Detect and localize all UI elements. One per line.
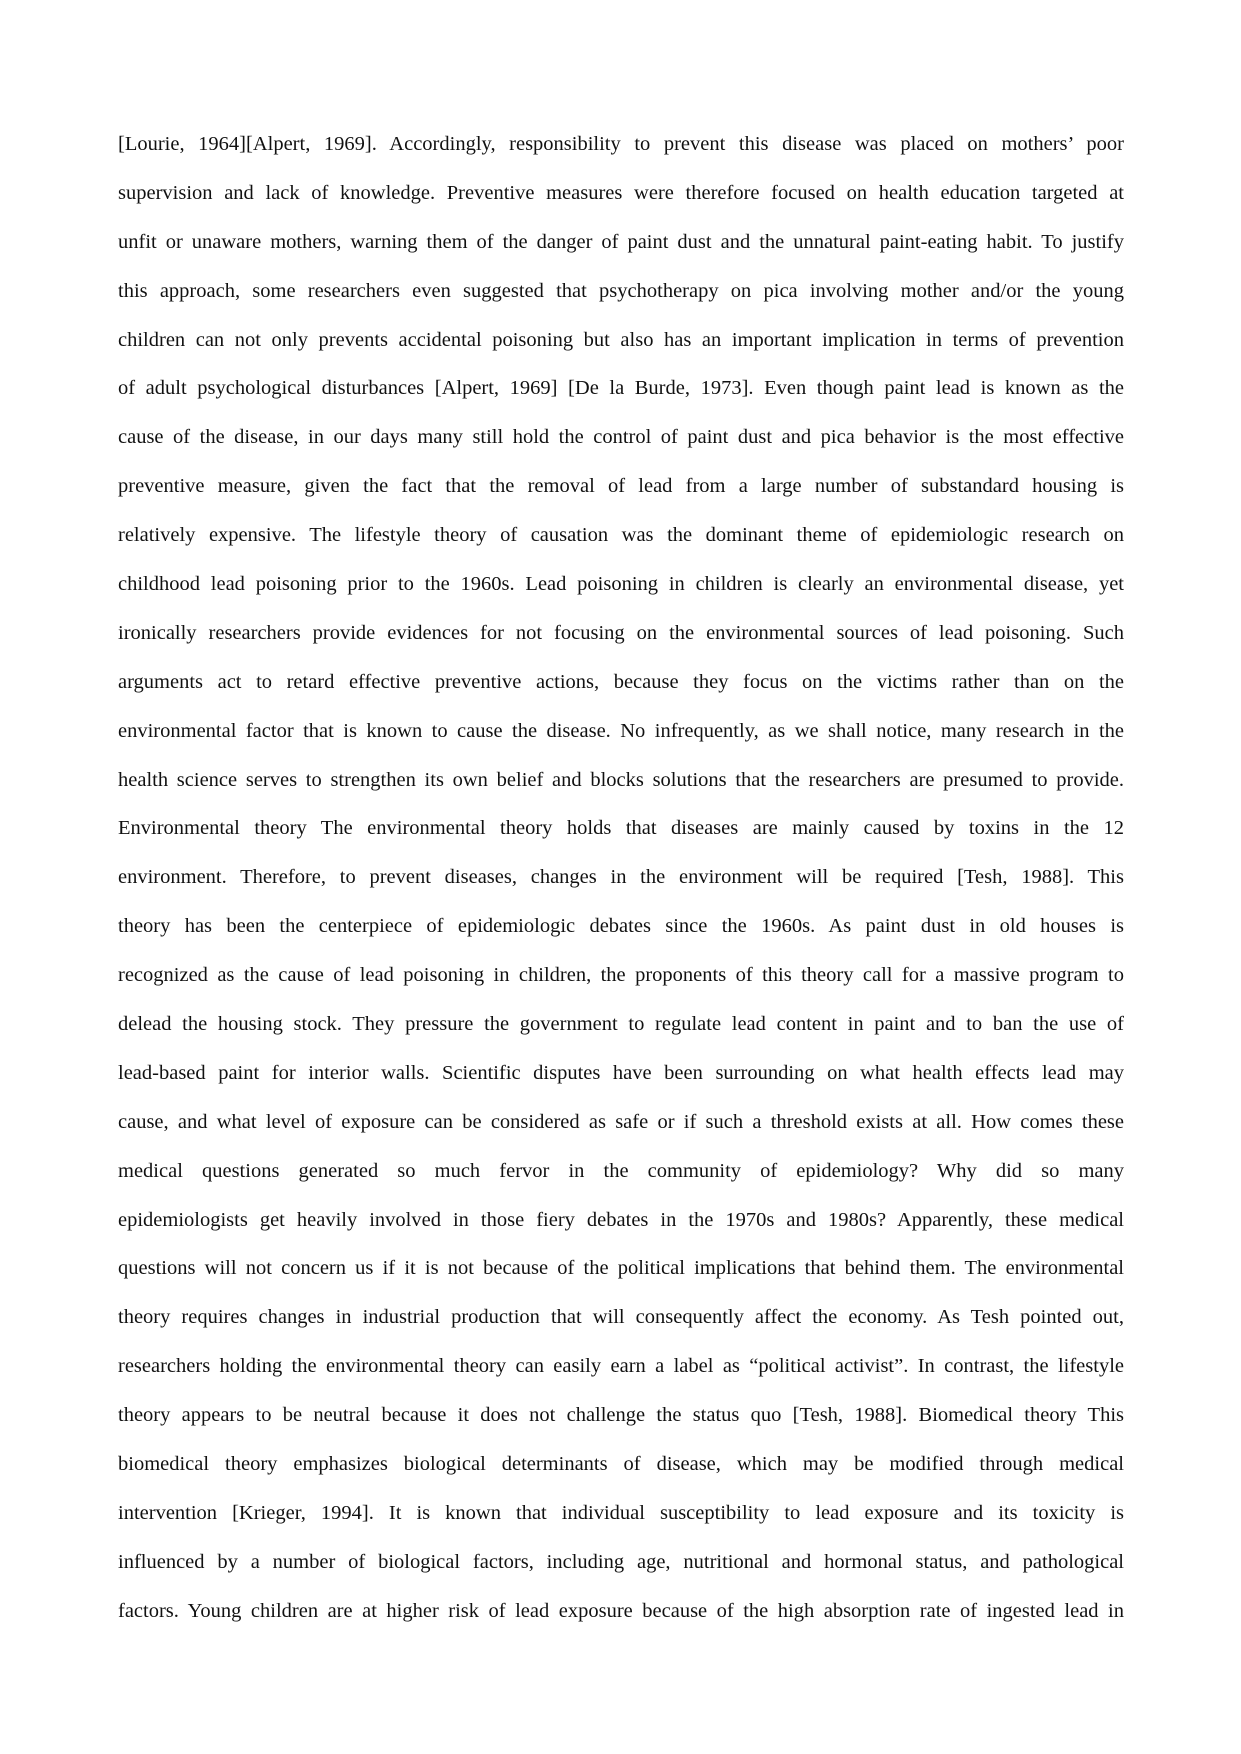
text-line: childhood lead poisoning prior to the 1960s. Lead poisoning in children is clearly an environmental disease, yet: [118, 573, 1124, 596]
text-line: epidemiologists get heavily involved in those fiery debates in the 1970s and 1980s? Apparently, these medical: [118, 1208, 1124, 1231]
text-line: preventive measure, given the fact that the removal of lead from a large number of substandard housing is: [118, 475, 1124, 498]
text-line: theory appears to be neutral because it does not challenge the status quo [Tesh, 1988]. Biomedical theory This: [118, 1404, 1124, 1427]
text-line: lead-based paint for interior walls. Scientific disputes have been surrounding on what health effects lead may: [118, 1061, 1124, 1084]
text-line: supervision and lack of knowledge. Preventive measures were therefore focused on health education targeted at: [118, 181, 1124, 204]
text-line: relatively expensive. The lifestyle theory of causation was the dominant theme of epidemiologic research on: [118, 524, 1124, 547]
text-line: environment. Therefore, to prevent diseases, changes in the environment will be required [Tesh, 1988]. This: [118, 866, 1124, 889]
text-line: intervention [Krieger, 1994]. It is known that individual susceptibility to lead exposure and its toxicity is: [118, 1501, 1124, 1524]
text-line: factors. Young children are at higher risk of lead exposure because of the high absorption rate of ingested lead in: [118, 1599, 1124, 1622]
text-line: arguments act to retard effective preventive actions, because they focus on the victims rather than on the: [118, 670, 1124, 693]
text-line: Environmental theory The environmental theory holds that diseases are mainly caused by toxins in the 12: [118, 817, 1124, 840]
text-line: cause of the disease, in our days many still hold the control of paint dust and pica behavior is the most effective: [118, 426, 1124, 449]
text-line: children can not only prevents accidental poisoning but also has an important implication in terms of prevention: [118, 328, 1124, 351]
text-line: cause, and what level of exposure can be considered as safe or if such a threshold exists at all. How comes these: [118, 1110, 1124, 1133]
text-line: of adult psychological disturbances [Alpert, 1969] [De la Burde, 1973]. Even though paint lead is known as the: [118, 377, 1124, 400]
text-line: [Lourie, 1964][Alpert, 1969]. Accordingly, responsibility to prevent this disease was placed on mothers’ poor: [118, 133, 1124, 155]
text-line: theory requires changes in industrial production that will consequently affect the economy. As Tesh pointed out,: [118, 1306, 1124, 1329]
text-line: ironically researchers provide evidences for not focusing on the environmental sources of lead poisoning. Such: [118, 621, 1124, 644]
text-line: biomedical theory emphasizes biological determinants of disease, which may be modified through medical: [118, 1453, 1124, 1476]
text-line: questions will not concern us if it is not because of the political implications that behind them. The environmental: [118, 1257, 1124, 1280]
text-line: theory has been the centerpiece of epidemiologic debates since the 1960s. As paint dust in old houses is: [118, 915, 1124, 938]
text-line: environmental factor that is known to cause the disease. No infrequently, as we shall notice, many research in the: [118, 719, 1124, 742]
text-line: delead the housing stock. They pressure the government to regulate lead content in paint and to ban the use of: [118, 1013, 1124, 1036]
text-line: influenced by a number of biological factors, including age, nutritional and hormonal status, and pathological: [118, 1550, 1124, 1573]
text-line: recognized as the cause of lead poisoning in children, the proponents of this theory call for a massive program to: [118, 964, 1124, 987]
text-line: unfit or unaware mothers, warning them of the danger of paint dust and the unnatural paint-eating habit. To justify: [118, 230, 1124, 253]
text-line: medical questions generated so much fervor in the community of epidemiology? Why did so many: [118, 1159, 1124, 1182]
text-line: health science serves to strengthen its own belief and blocks solutions that the researchers are presumed to provide.: [118, 768, 1124, 791]
text-line: this approach, some researchers even suggested that psychotherapy on pica involving mother and/or the young: [118, 279, 1124, 302]
text-line: researchers holding the environmental theory can easily earn a label as “political activist”. In contrast, the lifestyle: [118, 1355, 1124, 1378]
body-text: [118, 120, 1124, 1636]
